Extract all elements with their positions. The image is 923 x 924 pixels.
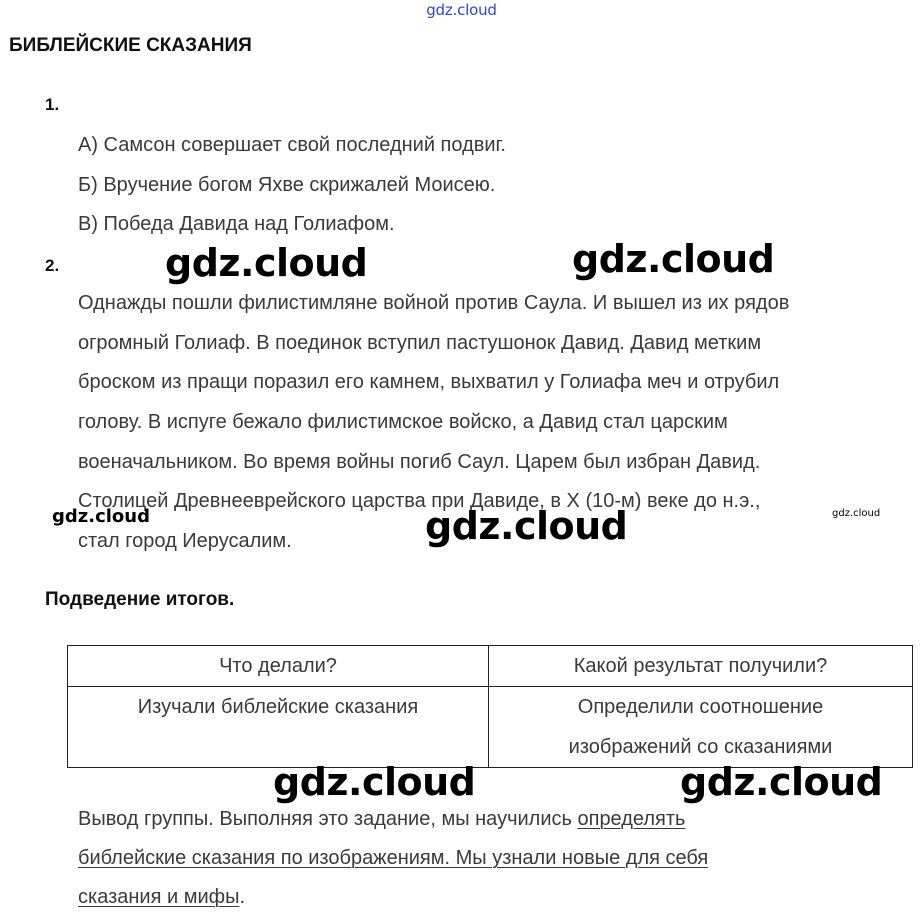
watermark: gdz.cloud xyxy=(832,508,881,519)
q2-line-7: стал город Иерусалим. xyxy=(78,530,292,552)
q2-line-1: Однажды пошли филистимляне войной против Саула. И вышел из их рядов xyxy=(78,292,790,314)
summary-cell-did: Изучали библейские сказания xyxy=(68,687,489,768)
conclusion-tail: . xyxy=(239,886,246,908)
summary-cell-result xyxy=(489,687,913,768)
question-2-number: 2. xyxy=(45,256,60,275)
watermark: gdz.cloud xyxy=(425,504,628,548)
q1-item-b: Б) Вручение богом Яхве скрижалей Моисею. xyxy=(78,174,496,196)
summary-header-did: Что делали? xyxy=(68,646,489,687)
q2-line-2: огромный Голиаф. В поединок вступил пастушонок Давид. Давид метким xyxy=(78,332,762,354)
watermark: gdz.cloud xyxy=(165,241,368,285)
conclusion-line-2: библейские сказания по изображениям. Мы узнали новые для себя xyxy=(78,847,709,869)
conclusion-underlined-3: сказания и мифы xyxy=(78,886,240,908)
summary-result-line-2: изображений со сказаниями xyxy=(568,736,833,758)
summary-table-header-row xyxy=(68,646,913,687)
conclusion-line-3 xyxy=(78,886,245,909)
summary-table xyxy=(67,645,913,768)
watermark: gdz.cloud xyxy=(273,760,476,804)
page-title: БИБЛЕЙСКИЕ СКАЗАНИЯ xyxy=(9,35,252,56)
q2-line-6: Столицей Древнееврейского царства при Давиде, в X (10-м) веке до н.э., xyxy=(78,490,761,512)
q1-item-c: В) Победа Давида над Голиафом. xyxy=(78,213,395,235)
summary-result-line-1: Определили соотношение xyxy=(577,696,824,718)
question-1-number: 1. xyxy=(45,95,60,114)
watermark: gdz.cloud xyxy=(572,237,775,281)
table-row xyxy=(68,687,913,768)
summary-title: Подведение итогов. xyxy=(45,589,235,610)
conclusion-underlined-1: определять xyxy=(577,808,686,830)
conclusion-line-1 xyxy=(78,808,685,831)
q2-line-5: военачальником. Во время войны погиб Саул. Царем был избран Давид. xyxy=(78,451,761,473)
q2-line-3: броском из пращи поразил его камнем, выхватил у Голиафа меч и отрубил xyxy=(78,371,780,393)
watermark: gdz.cloud xyxy=(680,760,883,804)
q2-line-4: голову. В испуге бежало филистимское войско, а Давид стал царским xyxy=(78,411,728,433)
summary-header-result: Какой результат получили? xyxy=(489,646,913,687)
watermark: gdz.cloud xyxy=(52,506,150,527)
conclusion-text-1: Вывод группы. Выполняя это задание, мы научились xyxy=(78,808,578,830)
q1-item-a: А) Самсон совершает свой последний подвиг. xyxy=(78,134,506,156)
top-watermark: gdz.cloud xyxy=(426,1,497,19)
